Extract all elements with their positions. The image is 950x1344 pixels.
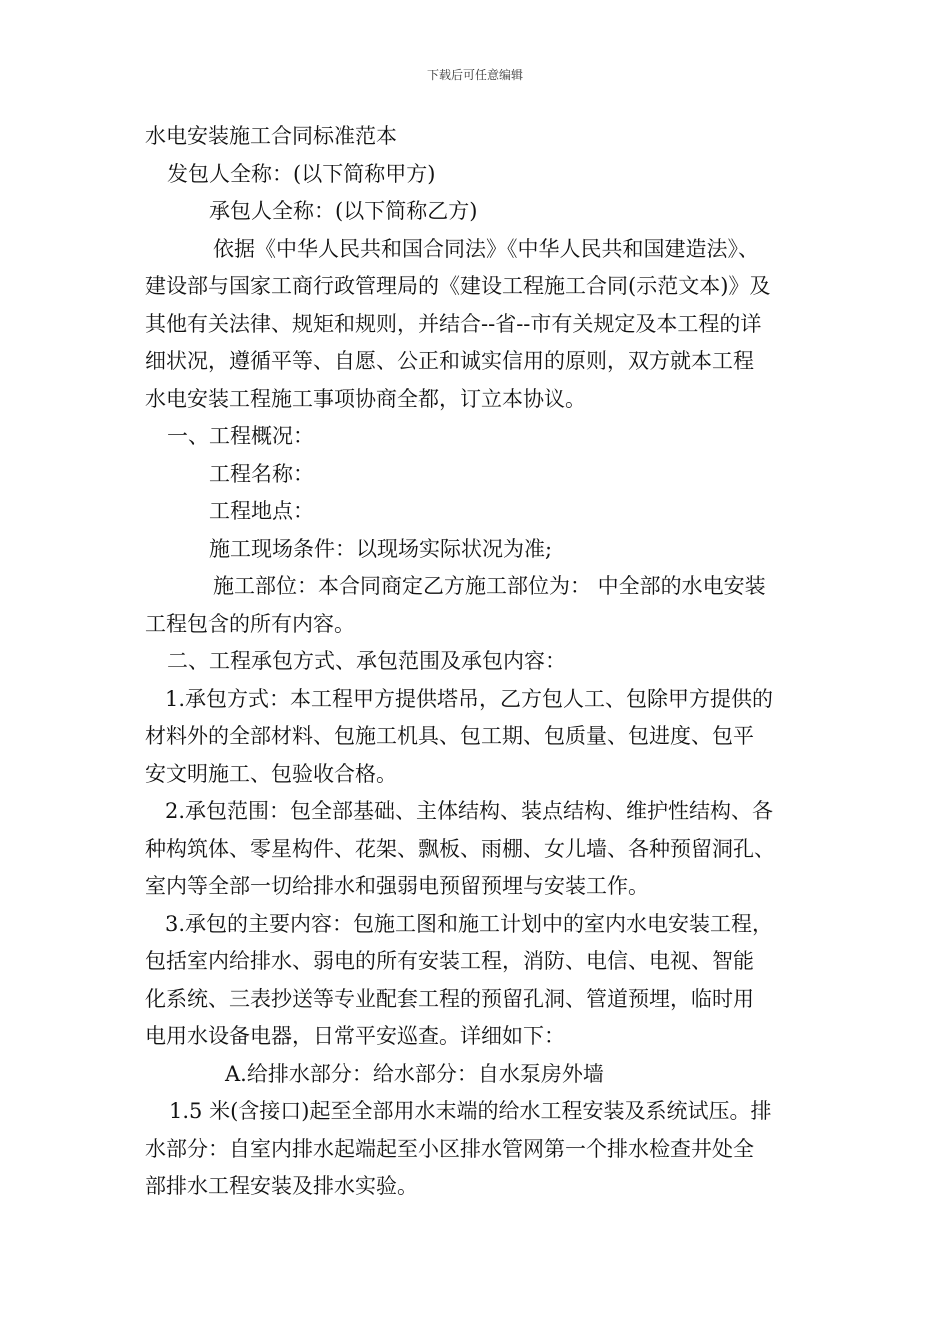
paragraph-line: 包括室内给排水、弱电的所有安装工程，消防、电信、电视、智能 — [145, 949, 754, 973]
paragraph-line: 电用水设备电器，日常平安巡查。详细如下： — [145, 1024, 565, 1048]
field-line: 工程地点： — [209, 499, 314, 523]
paragraph-line: 1.承包方式：本工程甲方提供塔吊，乙方包人工、包除甲方提供的 — [165, 686, 774, 711]
field-line: 施工现场条件：以现场实际状况为准; — [209, 536, 553, 561]
paragraph-line: 工程包含的所有内容。 — [145, 611, 355, 636]
paragraph-line: 材料外的全部材料、包施工机具、包工期、包质量、包进度、包平 — [145, 724, 754, 748]
paragraph-line: 水部分：自室内排水起端起至小区排水管网第一个排水检查井处全 — [145, 1136, 754, 1161]
paragraph-line: 室内等全部一切给排水和强弱电预留预埋与安装工作。 — [145, 874, 649, 898]
paragraph-line: 部排水工程安装及排水实验。 — [145, 1174, 418, 1198]
paragraph-line: 化系统、三表抄送等专业配套工程的预留孔洞、管道预埋，临时用 — [145, 986, 754, 1011]
paragraph-line: 水电安装工程施工事项协商全都，订立本协议。 — [145, 386, 586, 411]
party-b-line: 承包人全称：(以下简称乙方) — [209, 199, 478, 223]
paragraph-line: 2.承包范围：包全部基础、主体结构、装点结构、维护性结构、各 — [165, 799, 774, 823]
section-heading: 二、工程承包方式、承包范围及承包内容： — [167, 649, 566, 673]
document-title: 水电安装施工合同标准范本 — [145, 124, 397, 148]
paragraph-line: 安文明施工、包验收合格。 — [145, 761, 397, 786]
paragraph-line: 种构筑体、零星构件、花架、飘板、雨棚、女儿墙、各种预留洞孔、 — [145, 836, 775, 861]
field-line: 工程名称： — [209, 461, 314, 486]
paragraph-line: 依据《中华人民共和国合同法》《中华人民共和国建造法》、 — [213, 236, 759, 261]
paragraph-line: A.给排水部分：给水部分：自水泵房外墙 — [225, 1061, 604, 1086]
party-a-line: 发包人全称：(以下简称甲方) — [167, 161, 436, 186]
paragraph-line: 细状况，遵循平等、自愿、公正和诚实信用的原则，双方就本工程 — [145, 349, 754, 373]
paragraph-line: 1.5 米(含接口)起至全部用水末端的给水工程安装及系统试压。排 — [169, 1099, 772, 1123]
paragraph-line: 其他有关法律、规矩和规则，并结合--省--市有关规定及本工程的详 — [145, 311, 762, 336]
page-header: 下载后可任意编辑 — [426, 68, 523, 82]
document-body — [145, 118, 825, 1206]
paragraph-line: 3.承包的主要内容：包施工图和施工计划中的室内水电安装工程， — [165, 911, 774, 936]
paragraph-line: 建设部与国家工商行政管理局的《建设工程施工合同(示范文本)》及 — [145, 274, 771, 298]
section-heading: 一、工程概况： — [167, 424, 314, 448]
paragraph-line: 施工部位：本合同商定乙方施工部位为： 中全部的水电安装 — [213, 574, 766, 598]
